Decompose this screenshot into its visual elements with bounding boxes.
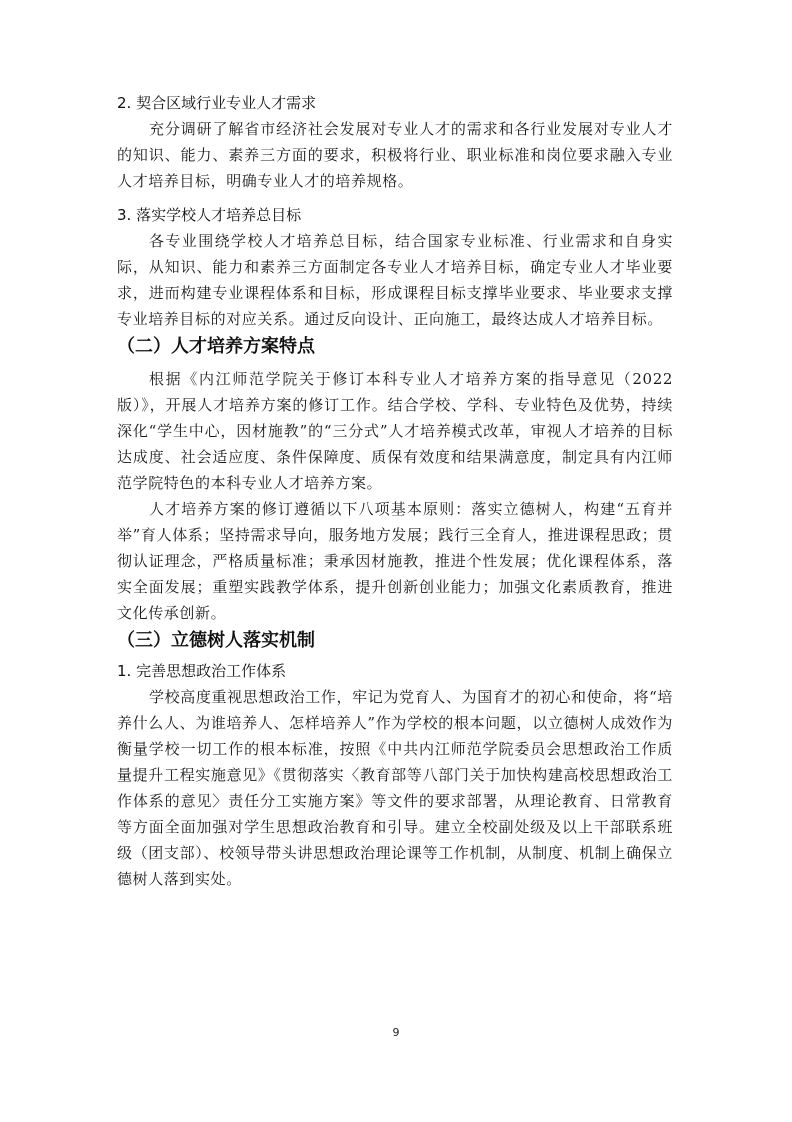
paragraph-features-2: 人才培养方案的修订遵循以下八项基本原则：落实立德树人，构建“五育并举”育人体系；坚持需求导向，服务地方发展；践行三全育人，推进课程思政；贯彻认证理念，严格质量标准；秉承因材施教，推进个性发展；优化课程体系，落实全面发展；重塑实践教学体系，提升创新创业能力；加强文化素质教育，推进文化传承创新。 [117, 500, 673, 622]
heading-program-features: （二）人才培养方案特点 [117, 336, 315, 357]
section-heading-2: 2. 契合区域行业专业人才需求 [117, 94, 317, 112]
heading-mechanism: （三）立德树人落实机制 [117, 630, 315, 651]
subheading-ideology-system: 1. 完善思想政治工作体系 [117, 662, 287, 680]
page-content [117, 92, 673, 892]
section-paragraph-3: 各专业围绕学校人才培养总目标，结合国家专业标准、行业需求和自身实际，从知识、能力和素养三方面制定各专业人才培养目标，确定专业人才毕业要求，进而构建专业课程体系和目标，形成课程目标支撑毕业要求、毕业要求支撑专业培养目标的对应关系。通过反向设计、正向施工，最终达成人才培养目标。 [117, 232, 673, 328]
page-number: 9 [392, 1026, 400, 1039]
section-paragraph-2: 充分调研了解省市经济社会发展对专业人才的需求和各行业发展对专业人才的知识、能力、素养三方面的要求，积极将行业、职业标准和岗位要求融入专业人才培养目标，明确专业人才的培养规格。 [117, 120, 673, 190]
paragraph-ideology-system: 学校高度重视思想政治工作，牢记为党育人、为国育才的初心和使命，将“培养什么人、为谁培养人、怎样培养人”作为学校的根本问题，以立德树人成效作为衡量学校一切工作的根本标准，按照《中共内江师范学院委员会思想政治工作质量提升工程实施意见》《贯彻落实〈教育部等八部门关于加快构建高校思想政治工作体系的意见〉责任分工实施方案》等文件的要求部署，从理论教育、日常教育等方面全面加强对学生思想政治教育和引导。建立全校副处级及以上干部联系班级（团支部）、校领导带头讲思想政治理论课等工作机制，从制度、机制上确保立德树人落到实处。 [117, 688, 673, 888]
section-heading-3: 3. 落实学校人才培养总目标 [117, 206, 302, 224]
paragraph-features-1: 根据《内江师范学院关于修订本科专业人才培养方案的指导意见（2022版）》，开展人才培养方案的修订工作。结合学校、学科、专业特色及优势，持续深化“学生中心，因材施教”的“三分式”人才培养模式改革，审视人才培养的目标达成度、社会适应度、条件保障度、质保有效度和结果满意度，制定具有内江师范学院特色的本科专业人才培养方案。 [117, 370, 673, 492]
